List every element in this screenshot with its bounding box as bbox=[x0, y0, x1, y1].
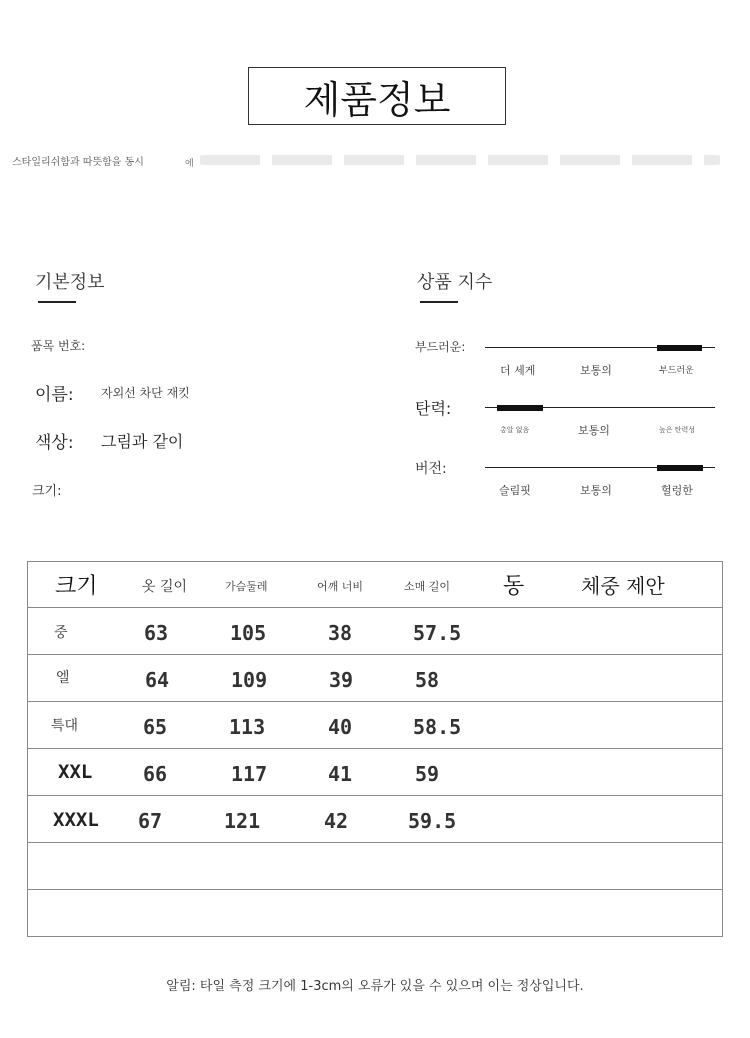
row-chest: 113 bbox=[229, 715, 266, 739]
fit-label: 버전: bbox=[415, 461, 447, 477]
product-index-heading: 상품 지수 bbox=[417, 272, 493, 293]
table-row-empty bbox=[27, 890, 723, 937]
softness-option: 보통의 bbox=[580, 364, 612, 377]
product-index-underline bbox=[420, 301, 458, 303]
row-chest: 105 bbox=[230, 621, 267, 645]
row-shoulder: 40 bbox=[328, 715, 353, 739]
elasticity-option: 총알 없음 bbox=[500, 426, 530, 434]
basic-info-underline bbox=[38, 301, 76, 303]
softness-selected-marker bbox=[657, 345, 702, 351]
table-row bbox=[27, 749, 723, 796]
fit-option: 슬림핏 bbox=[499, 484, 531, 497]
header-shoulder: 어깨 너비 bbox=[317, 580, 364, 593]
row-shoulder: 41 bbox=[328, 762, 353, 786]
header-length: 옷 길이 bbox=[142, 579, 188, 595]
fit-selected-marker bbox=[657, 465, 703, 471]
table-header-row bbox=[27, 561, 723, 608]
table-row bbox=[27, 796, 723, 843]
size-label: 크기: bbox=[32, 484, 62, 499]
measurement-note: 알림: 타일 측정 크기에 1-3cm의 오류가 있을 수 있으며 이는 정상입니다. bbox=[166, 979, 584, 994]
row-sleeve: 59 bbox=[415, 762, 440, 786]
row-shoulder: 39 bbox=[329, 668, 354, 692]
subtitle: 스타일리쉬함과 따뜻함을 동시 bbox=[12, 157, 144, 168]
row-length: 67 bbox=[138, 809, 163, 833]
row-length: 66 bbox=[143, 762, 168, 786]
table-row bbox=[27, 702, 723, 749]
row-chest: 117 bbox=[231, 762, 268, 786]
row-chest: 109 bbox=[231, 668, 268, 692]
elasticity-option: 보통의 bbox=[578, 424, 610, 437]
softness-option: 더 세게 bbox=[500, 364, 536, 377]
elasticity-option: 높은 탄력성 bbox=[659, 426, 696, 434]
row-size: XXL bbox=[58, 761, 93, 783]
name-value: 자외선 차단 재킷 bbox=[101, 386, 190, 400]
color-value: 그림과 같이 bbox=[101, 432, 184, 451]
blurred-text bbox=[200, 155, 720, 165]
row-shoulder: 42 bbox=[324, 809, 349, 833]
elasticity-label: 탄력: bbox=[415, 399, 452, 418]
header-weight: 체중 제안 bbox=[581, 574, 665, 598]
size-table bbox=[27, 561, 723, 936]
fit-option: 보통의 bbox=[580, 484, 612, 497]
elasticity-selected-marker bbox=[497, 405, 543, 411]
item-no-label: 품목 번호: bbox=[31, 339, 86, 353]
softness-option: 부드러운 bbox=[659, 366, 694, 376]
row-sleeve: 59.5 bbox=[408, 809, 457, 833]
row-size: 중 bbox=[54, 625, 68, 641]
row-size: XXXL bbox=[53, 809, 99, 831]
subtitle-tail: 에 bbox=[185, 159, 194, 169]
softness-label: 부드러운: bbox=[415, 340, 466, 354]
header-size: 크기 bbox=[55, 574, 98, 599]
row-length: 64 bbox=[145, 668, 170, 692]
row-shoulder: 38 bbox=[328, 621, 353, 645]
row-length: 63 bbox=[144, 621, 169, 645]
color-label: 색상: bbox=[35, 433, 74, 453]
row-chest: 121 bbox=[224, 809, 261, 833]
table-row bbox=[27, 608, 723, 655]
row-size: 엘 bbox=[56, 670, 70, 686]
row-size: 특대 bbox=[51, 718, 79, 734]
header-sleeve: 소매 길이 bbox=[404, 580, 451, 593]
row-sleeve: 58 bbox=[415, 668, 440, 692]
table-row bbox=[27, 655, 723, 702]
page-title: 제품정보 bbox=[248, 67, 506, 125]
name-label: 이름: bbox=[35, 385, 74, 405]
fit-option: 헐렁한 bbox=[661, 484, 693, 497]
row-sleeve: 57.5 bbox=[413, 621, 462, 645]
table-row-empty bbox=[27, 843, 723, 890]
row-length: 65 bbox=[143, 715, 168, 739]
basic-info-heading: 기본정보 bbox=[35, 272, 105, 293]
header-dong: 동 bbox=[503, 574, 525, 599]
header-chest: 가슴둘레 bbox=[225, 580, 268, 593]
row-sleeve: 58.5 bbox=[413, 715, 462, 739]
